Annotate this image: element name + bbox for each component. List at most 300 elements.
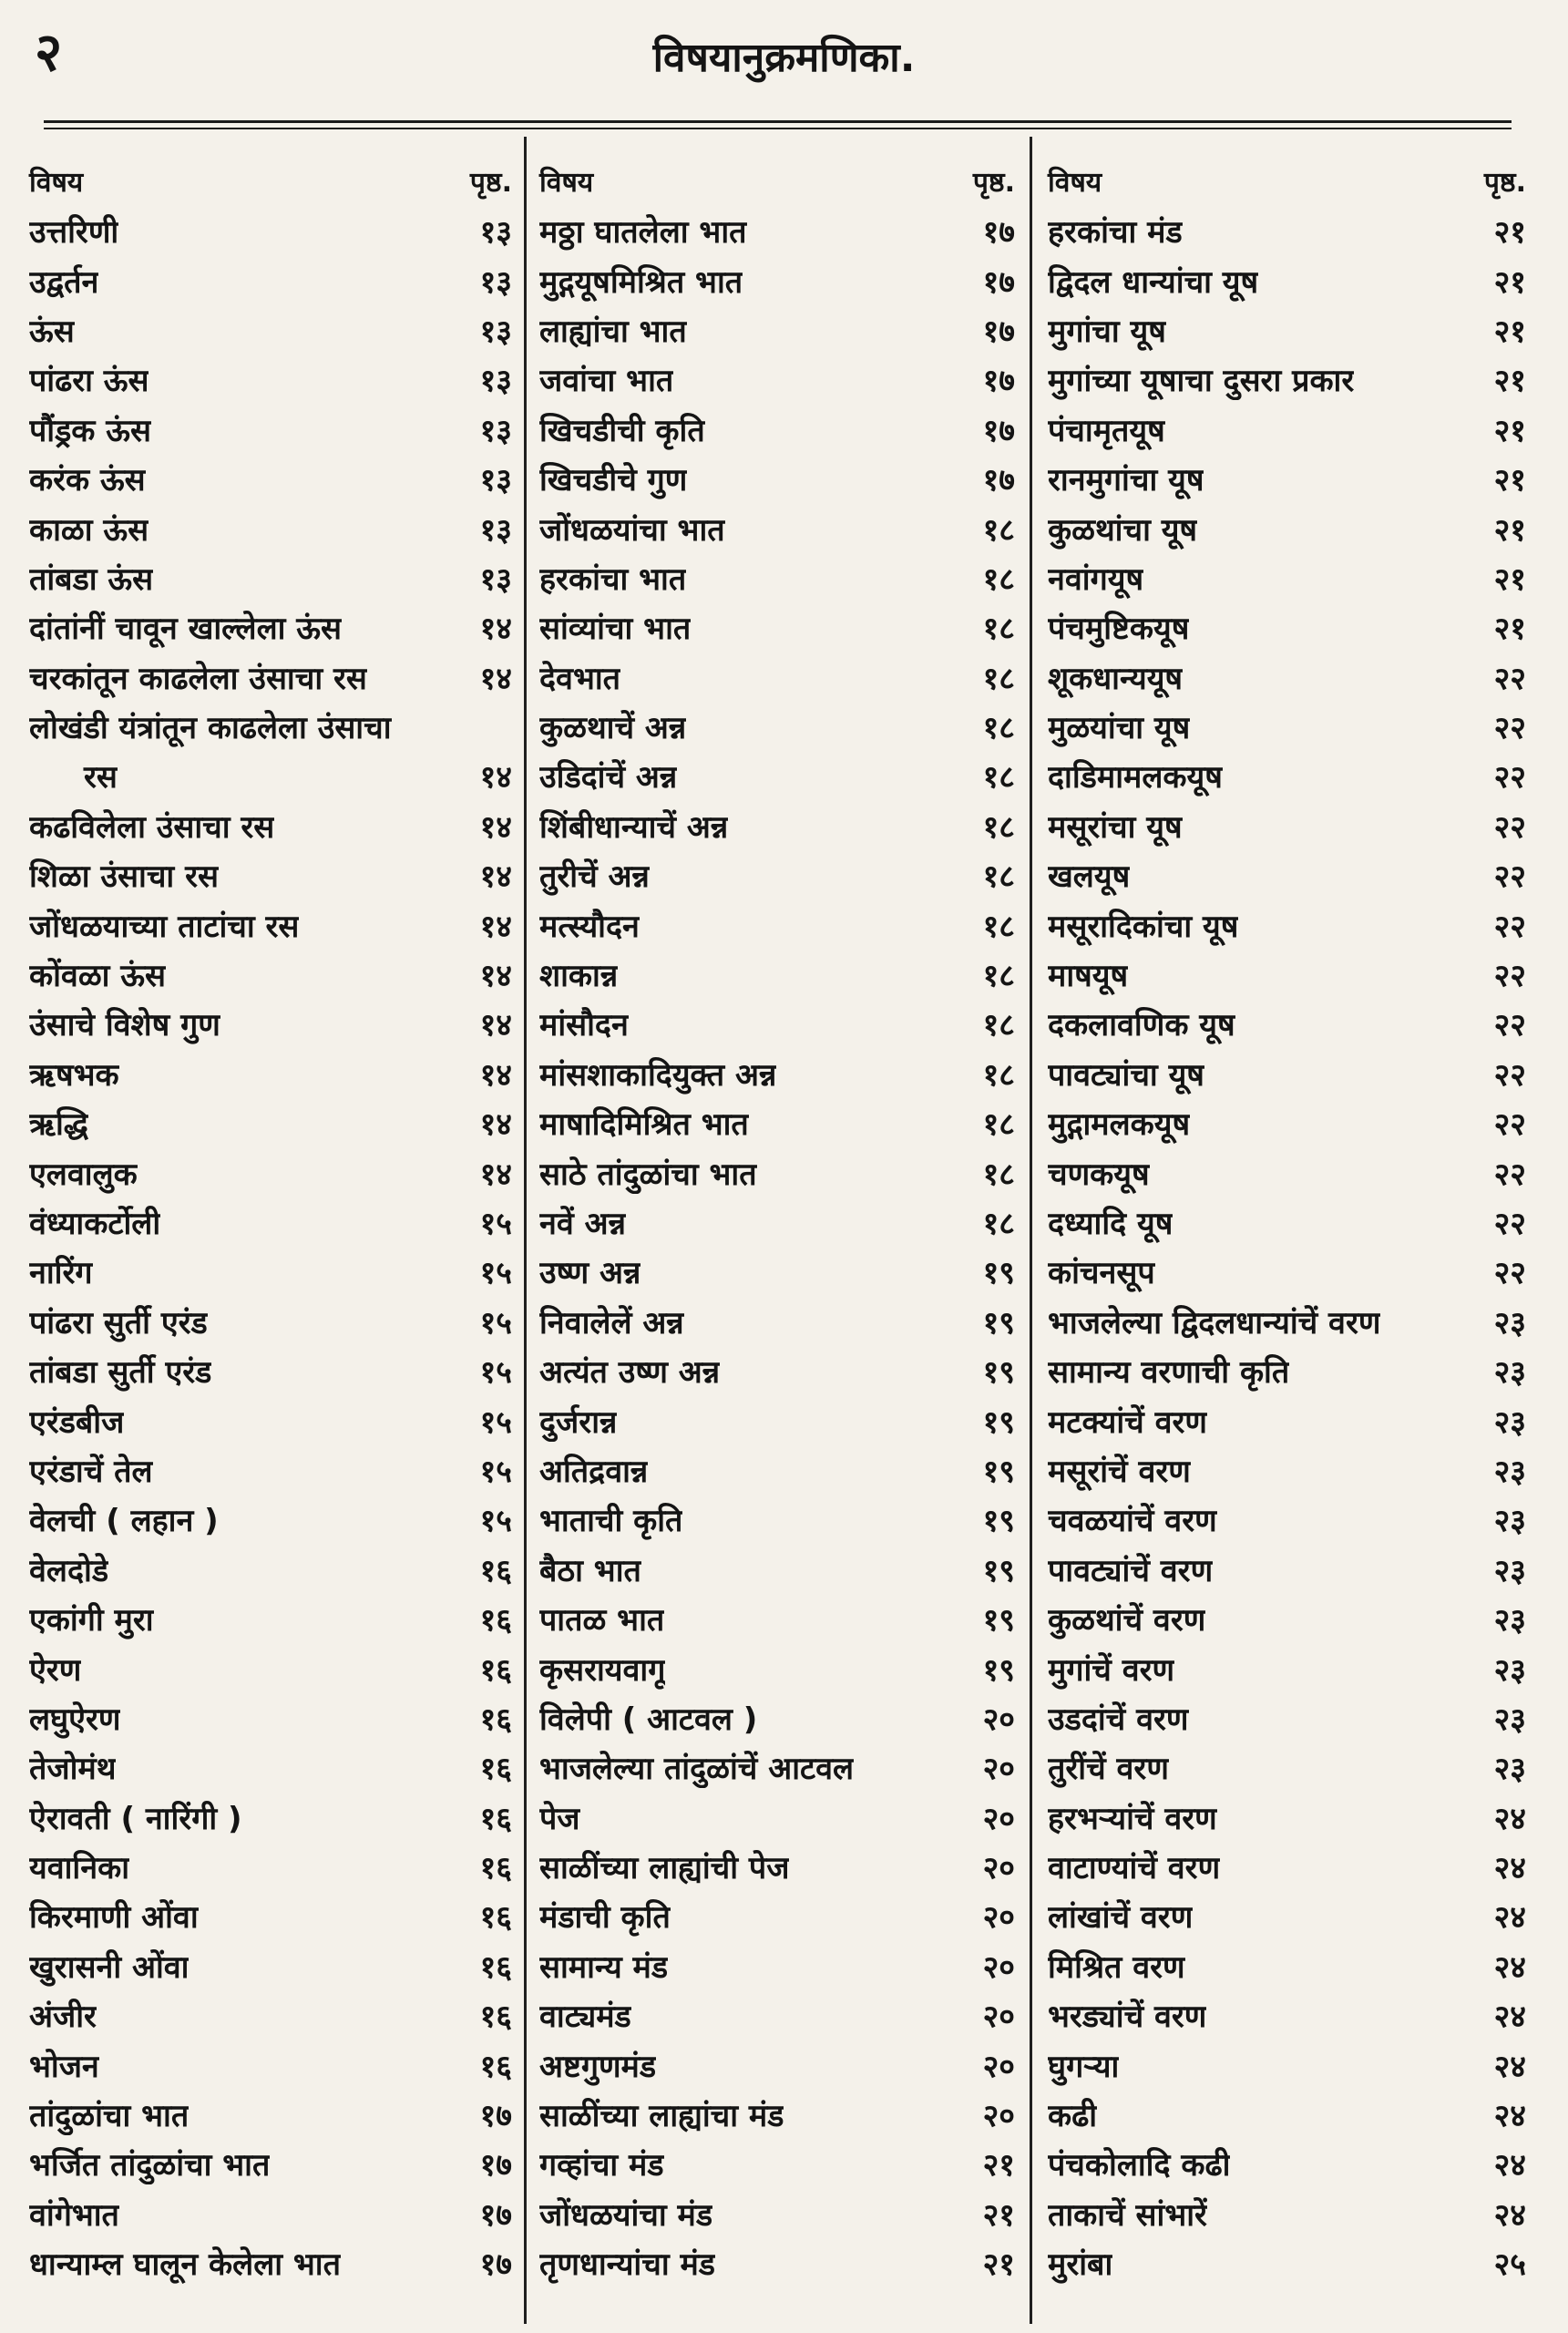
column-header (29, 155, 512, 206)
entry-topic: साळींच्या लाह्यांची पेज (539, 1850, 790, 1887)
entry-page-number: १९ (982, 1602, 1015, 1639)
topic-header: विषय (29, 166, 84, 199)
entry-topic: रानमुगांचा यूष (1048, 462, 1204, 499)
entry-topic: पावट्यांचें वरण (1048, 1552, 1214, 1589)
index-entry (29, 255, 512, 304)
entry-topic: लाह्यांचा भात (539, 313, 687, 350)
index-entry (539, 1594, 1015, 1643)
column-header (539, 155, 1015, 206)
entry-topic: कढी (1048, 2098, 1098, 2135)
entry-page-number: २४ (1493, 2048, 1526, 2085)
index-entry (539, 1297, 1015, 1346)
entry-topic: करंक ऊंस (29, 462, 146, 499)
entry-topic: मांसशाकादियुक्त अन्न (539, 1056, 777, 1094)
entry-topic: कुळथांचें वरण (1048, 1602, 1206, 1639)
entry-page-number: २० (982, 1800, 1015, 1837)
entry-topic: अत्यंत उष्ण अन्न (539, 1354, 721, 1392)
index-entry (29, 653, 512, 702)
entry-topic: मुळयांचा यूष (1048, 710, 1191, 747)
index-entry (539, 454, 1015, 503)
index-entry (1048, 751, 1526, 800)
entry-page-number: २१ (1493, 263, 1526, 301)
entry-topic: दाडिमामलकयूष (1048, 759, 1223, 797)
entry-page-number: १५ (479, 1206, 512, 1242)
entry-page-number: १८ (982, 511, 1015, 549)
entry-topic: कृसरायवागू (539, 1651, 666, 1689)
entry-topic: मसूरांचा यूष (1048, 808, 1183, 846)
index-entry (539, 1793, 1015, 1842)
entry-page-number: १६ (479, 1948, 512, 1986)
index-entry (539, 355, 1015, 404)
index-entry (1048, 1346, 1526, 1395)
index-entry (1048, 1247, 1526, 1296)
entry-page-number: १४ (479, 858, 512, 896)
index-column-3 (1048, 155, 1526, 2324)
entry-topic: भरड्यांचें वरण (1048, 1999, 1207, 2036)
entry-topic: बैठा भात (539, 1552, 641, 1589)
entry-page-number: १४ (479, 1056, 512, 1094)
entry-page-number: १६ (479, 1999, 512, 2036)
entry-topic: उष्ण अन्न (539, 1255, 641, 1292)
entry-page-number: २३ (1493, 1602, 1526, 1639)
entry-page-number: २० (982, 1999, 1015, 2036)
header-rule (44, 120, 1512, 133)
entry-topic: कढविलेला उंसाचा रस (29, 808, 275, 846)
entry-topic: ताकाचें सांभारें (1048, 2196, 1207, 2234)
entry-page-number: १७ (982, 363, 1015, 400)
entry-page-number: २३ (1493, 1651, 1526, 1689)
index-entry (1048, 850, 1526, 899)
entry-topic: वेलची ( लहान ) (29, 1503, 219, 1540)
index-entry (29, 1098, 512, 1147)
index-entry (1048, 2238, 1526, 2287)
entry-page-number: १८ (982, 710, 1015, 747)
entry-topic: वाटाण्यांचें वरण (1048, 1850, 1221, 1887)
index-entry (29, 1793, 512, 1842)
index-entry (539, 1147, 1015, 1197)
entry-page-number: १७ (479, 2098, 512, 2135)
index-entry (29, 503, 512, 552)
index-entry (539, 1643, 1015, 1692)
entry-topic: अंजीर (29, 1999, 97, 2036)
index-entry (539, 1098, 1015, 1147)
entry-topic: खुरासनी ओंवा (29, 1948, 190, 1986)
entry-topic: मुरांबा (1048, 2246, 1113, 2284)
entry-page-number: २२ (1493, 660, 1526, 697)
entry-topic: साठे तांदुळांचा भात (539, 1156, 757, 1193)
entry-page-number: १४ (479, 1007, 512, 1044)
entry-page-number: १६ (479, 1701, 512, 1738)
entry-topic: घुगऱ्या (1048, 2048, 1120, 2085)
entry-page-number: २० (982, 1751, 1015, 1788)
entry-page-number: २२ (1493, 808, 1526, 846)
index-entry (1048, 702, 1526, 751)
index-entry (539, 1395, 1015, 1444)
index-entry (1048, 305, 1526, 355)
entry-page-number: १७ (982, 263, 1015, 301)
entry-topic: मिश्रित वरण (1048, 1948, 1185, 1986)
entry-topic: शूकधान्ययूष (1048, 660, 1184, 697)
entry-page-number: १३ (479, 511, 512, 549)
index-entry (1048, 503, 1526, 552)
entry-page-number: १८ (982, 1007, 1015, 1044)
index-entry (539, 801, 1015, 850)
entry-topic: उत्तरिणी (29, 214, 119, 252)
entry-page-number: २३ (1493, 1503, 1526, 1540)
entry-page-number: १५ (479, 1354, 512, 1392)
entry-page-number: १९ (982, 1255, 1015, 1292)
index-entry (539, 2189, 1015, 2238)
entry-page-number: २० (982, 1899, 1015, 1937)
index-entry (29, 899, 512, 949)
index-entry (29, 1941, 512, 1990)
index-entry (29, 1445, 512, 1495)
entry-topic: किरमाणी ओंवा (29, 1899, 199, 1937)
entry-topic: पांढरा ऊंस (29, 363, 149, 400)
entry-topic: ऋषभक (29, 1056, 119, 1094)
entry-topic: कोंवळा ऊंस (29, 958, 166, 995)
entry-topic: पंचमुष्टिकयूष (1048, 611, 1190, 648)
index-entry (1048, 2139, 1526, 2188)
entry-topic: वांगेभात (29, 2196, 119, 2234)
entry-page-number: १६ (479, 1751, 512, 1788)
entry-page-number: २३ (1493, 1304, 1526, 1341)
entry-page-number: १३ (479, 462, 512, 499)
entry-topic: चरकांतून काढलेला उंसाचा रस (29, 660, 367, 697)
entry-page-number: १७ (982, 462, 1015, 499)
page-number: २ (35, 21, 63, 83)
entry-page-number: १९ (982, 1453, 1015, 1490)
index-entry (1048, 2090, 1526, 2139)
entry-topic: मुद्गामलकयूष (1048, 1106, 1191, 1144)
entry-topic: मटक्यांचें वरण (1048, 1403, 1208, 1441)
entry-page-number: १५ (479, 1503, 512, 1540)
entry-page-number: २२ (1493, 710, 1526, 747)
page-header: पृष्ठ. (469, 166, 512, 199)
entry-page-number: १५ (479, 1453, 512, 1490)
entry-page-number: १८ (982, 958, 1015, 995)
entry-topic: पौंड्रक ऊंस (29, 412, 151, 449)
index-entry (1048, 1941, 1526, 1990)
index-entry (1048, 1793, 1526, 1842)
index-entry (1048, 2040, 1526, 2089)
index-entry (29, 1049, 512, 1098)
entry-topic: ऋद्धि (29, 1106, 88, 1144)
entry-page-number: २० (982, 2098, 1015, 2135)
entry-page-number: २४ (1493, 1800, 1526, 1837)
entry-page-number: २४ (1493, 1999, 1526, 2036)
page-header: पृष्ठ. (972, 166, 1015, 199)
entry-topic: एरंडाचें तेल (29, 1453, 153, 1490)
entry-page-number: १६ (479, 2048, 512, 2085)
entry-topic: काळा ऊंस (29, 511, 149, 549)
index-entry (1048, 2189, 1526, 2238)
entry-page-number: २३ (1493, 1403, 1526, 1441)
entry-topic: माषादिमिश्रित भात (539, 1106, 749, 1144)
page-title: विषयानुक्रमणिका. (652, 35, 916, 81)
entry-page-number: २१ (1493, 412, 1526, 449)
entry-page-number: १८ (982, 1106, 1015, 1144)
entry-topic: पावट्यांचा यूष (1048, 1056, 1204, 1094)
entry-page-number: २२ (1493, 1007, 1526, 1044)
index-entry (29, 1346, 512, 1395)
index-entry (539, 255, 1015, 304)
entry-page-number: १३ (479, 214, 512, 252)
entry-topic: चवळयांचें वरण (1048, 1503, 1217, 1540)
index-entry (29, 2238, 512, 2287)
index-entry (29, 702, 512, 751)
index-entry (539, 1445, 1015, 1495)
entry-topic: वाट्यमंड (539, 1999, 631, 2036)
index-entry (1048, 999, 1526, 1048)
index-entry (1048, 899, 1526, 949)
entry-page-number: १९ (982, 1552, 1015, 1589)
entry-page-number: १३ (479, 363, 512, 400)
index-entry (539, 305, 1015, 355)
entry-topic: मुगांचा यूष (1048, 313, 1166, 350)
entry-topic: तांदुळांचा भात (29, 2098, 190, 2135)
index-entry (539, 1842, 1015, 1891)
entry-page-number: १७ (479, 2246, 512, 2284)
entry-topic: जोंधळयाच्या ताटांचा रस (29, 908, 300, 945)
entry-topic: जोंधळयांचा भात (539, 511, 725, 549)
entry-page-number: २१ (982, 2196, 1015, 2234)
entry-topic: उद्वर्तन (29, 263, 99, 301)
index-entry (1048, 206, 1526, 255)
entry-page-number: २२ (1493, 759, 1526, 797)
entry-page-number: २० (982, 1850, 1015, 1887)
entry-topic: उडदांचें वरण (1048, 1701, 1189, 1738)
entry-topic: ऐरण (29, 1651, 82, 1689)
entry-topic: शाकान्न (539, 958, 619, 995)
entry-page-number: १५ (479, 1304, 512, 1341)
index-entry (1048, 1445, 1526, 1495)
entry-topic: लोखंडी यंत्रांतून काढलेला उंसाचा (29, 710, 392, 747)
entry-page-number: १८ (982, 1156, 1015, 1193)
index-entry (29, 2189, 512, 2238)
entry-topic: शिंबीधान्याचें अन्न (539, 808, 729, 846)
index-entry (29, 1990, 512, 2040)
index-entry (1048, 1395, 1526, 1444)
entry-topic: तृणधान्यांचा मंड (539, 2246, 715, 2284)
entry-page-number: १३ (479, 560, 512, 598)
index-entry (1048, 602, 1526, 652)
entry-topic: कुळथाचें अन्न (539, 710, 687, 747)
entry-topic: कुळथांचा यूष (1048, 511, 1198, 549)
index-entry (29, 305, 512, 355)
entry-topic: सामान्य मंड (539, 1948, 669, 1986)
entry-topic: तुरीचें अन्न (539, 858, 650, 896)
index-entry (539, 702, 1015, 751)
entry-page-number: १६ (479, 1800, 512, 1837)
index-entry (539, 2238, 1015, 2287)
entry-topic: भाजलेल्या तांदुळांचें आटवल (539, 1751, 855, 1788)
entry-topic: चणकयूष (1048, 1156, 1150, 1193)
entry-page-number: २३ (1493, 1354, 1526, 1392)
entry-topic: अष्टगुणमंड (539, 2048, 657, 2085)
entry-topic: कांचनसूप (1048, 1255, 1155, 1292)
index-entry (29, 1742, 512, 1792)
entry-topic: हरकांचा भात (539, 560, 687, 598)
index-entry (539, 1941, 1015, 1990)
index-entry (1048, 1842, 1526, 1891)
entry-page-number: २१ (1493, 511, 1526, 549)
index-entry (29, 751, 512, 800)
index-entry (539, 405, 1015, 454)
entry-topic: उडिदांचें अन्न (539, 759, 678, 797)
entry-topic: पंचामृतयूष (1048, 412, 1165, 449)
entry-page-number: १४ (479, 759, 512, 797)
index-entry (29, 1297, 512, 1346)
entry-topic: तुरींचें वरण (1048, 1751, 1169, 1788)
entry-topic: निवालेलें अन्न (539, 1304, 684, 1341)
index-column-1 (29, 155, 512, 2324)
entry-page-number: २३ (1493, 1453, 1526, 1490)
entry-page-number: १८ (982, 560, 1015, 598)
index-entry (539, 1742, 1015, 1792)
index-entry (29, 1395, 512, 1444)
column-divider (524, 137, 527, 2324)
entry-page-number: १९ (982, 1503, 1015, 1540)
entry-topic: खिचडीची कृति (539, 412, 705, 449)
index-entry (29, 1693, 512, 1742)
index-entry (539, 2090, 1015, 2139)
entry-page-number: २१ (1493, 313, 1526, 350)
index-entry (29, 850, 512, 899)
index-entry (539, 1247, 1015, 1296)
index-entry (29, 2139, 512, 2188)
entry-topic: ऊंस (29, 313, 75, 350)
index-entry (539, 850, 1015, 899)
column-header (1048, 155, 1526, 206)
entry-topic: मठ्ठा घातलेला भात (539, 214, 747, 252)
entry-page-number: १८ (982, 808, 1015, 846)
entry-topic: नवें अन्न (539, 1206, 626, 1242)
index-entry (539, 553, 1015, 602)
entry-page-number: १८ (982, 908, 1015, 945)
entry-page-number: २० (982, 1701, 1015, 1738)
entry-topic: दांतांनीं चावून खाल्लेला ऊंस (29, 611, 342, 648)
entry-page-number: २२ (1493, 958, 1526, 995)
entry-page-number: १७ (479, 2196, 512, 2234)
entry-page-number: २५ (1493, 2246, 1526, 2284)
entry-topic: मुगांचें वरण (1048, 1651, 1175, 1689)
entry-topic: मसूरांचें वरण (1048, 1453, 1191, 1490)
entry-topic: मत्स्यौदन (539, 908, 640, 945)
column-divider (1030, 137, 1032, 2324)
entry-topic: वेलदोडे (29, 1552, 109, 1589)
entry-page-number: २१ (1493, 611, 1526, 648)
entry-page-number: २२ (1493, 908, 1526, 945)
entry-page-number: २२ (1493, 1056, 1526, 1094)
entry-topic: मुद्गयूषमिश्रित भात (539, 263, 743, 301)
entry-page-number: १४ (479, 908, 512, 945)
index-entry (539, 1197, 1015, 1247)
entry-page-number: १४ (479, 1156, 512, 1193)
index-entry (539, 503, 1015, 552)
entry-page-number: १८ (982, 660, 1015, 697)
entry-page-number: १९ (982, 1304, 1015, 1341)
index-entry (29, 950, 512, 999)
entry-topic: तेजोमंथ (29, 1751, 117, 1788)
entry-page-number: २१ (1493, 560, 1526, 598)
index-entry (29, 1147, 512, 1197)
entry-topic: द्विदल धान्यांचा यूष (1048, 263, 1259, 301)
index-entry (1048, 1297, 1526, 1346)
index-entry (1048, 1147, 1526, 1197)
topic-header: विषय (1048, 166, 1102, 199)
entry-topic: मंडाची कृति (539, 1899, 671, 1937)
index-entry (1048, 1742, 1526, 1792)
index-entry (29, 1247, 512, 1296)
entry-topic: भर्जित तांदुळांचा भात (29, 2147, 271, 2184)
entry-topic: साळींच्या लाह्यांचा मंड (539, 2098, 784, 2135)
entry-topic: खिचडीचे गुण (539, 462, 688, 499)
index-entry (29, 1643, 512, 1692)
index-entry (1048, 1693, 1526, 1742)
entry-page-number: १७ (479, 2147, 512, 2184)
entry-topic: मुगांच्या यूषाचा दुसरा प्रकार (1048, 363, 1355, 400)
index-entry (1048, 1545, 1526, 1594)
entry-page-number: १४ (479, 1106, 512, 1144)
index-entry (1048, 1098, 1526, 1147)
entry-page-number: १४ (479, 660, 512, 697)
index-entry (539, 2040, 1015, 2089)
index-entry (539, 899, 1015, 949)
index-entry (29, 1891, 512, 1940)
entry-topic: लघुऐरण (29, 1701, 121, 1738)
entry-page-number: १३ (479, 313, 512, 350)
page-header: पृष्ठ. (1483, 166, 1526, 199)
index-entry (29, 553, 512, 602)
index-entry (1048, 1594, 1526, 1643)
index-entry (1048, 355, 1526, 404)
entry-page-number: १६ (479, 1899, 512, 1937)
entry-topic: दुर्जरान्न (539, 1403, 618, 1441)
index-entry (29, 1495, 512, 1544)
entry-topic: एलवालुक (29, 1156, 138, 1193)
entry-topic: भाजलेल्या द्विदलधान्यांचें वरण (1048, 1304, 1381, 1341)
index-entry (29, 1594, 512, 1643)
entry-topic: शिळा उंसाचा रस (29, 858, 219, 896)
index-entry (29, 405, 512, 454)
entry-page-number: २४ (1493, 2147, 1526, 2184)
index-entry (29, 2040, 512, 2089)
index-entry (539, 1495, 1015, 1544)
entry-topic: विलेपी ( आटवल ) (539, 1701, 758, 1738)
index-entry (1048, 950, 1526, 999)
entry-topic: वंध्याकर्टोली (29, 1206, 161, 1242)
index-entry (29, 1197, 512, 1247)
index-entry (539, 653, 1015, 702)
entry-page-number: २३ (1493, 1701, 1526, 1738)
entry-page-number: १९ (982, 1354, 1015, 1392)
entry-page-number: २१ (982, 2246, 1015, 2284)
entry-page-number: १४ (479, 611, 512, 648)
index-column-2 (539, 155, 1015, 2324)
index-entry (1048, 1197, 1526, 1247)
entry-topic: पांढरा सुर्ती एरंड (29, 1304, 208, 1341)
entry-page-number: २३ (1493, 1552, 1526, 1589)
entry-page-number: १७ (982, 313, 1015, 350)
index-entry (539, 1049, 1015, 1098)
entry-page-number: २२ (1493, 1206, 1526, 1242)
entry-page-number: २२ (1493, 1156, 1526, 1193)
entry-topic: पेज (539, 1800, 580, 1837)
entry-topic: अतिद्रवान्न (539, 1453, 649, 1490)
entry-topic: देवभात (539, 660, 621, 697)
index-entry (539, 751, 1015, 800)
